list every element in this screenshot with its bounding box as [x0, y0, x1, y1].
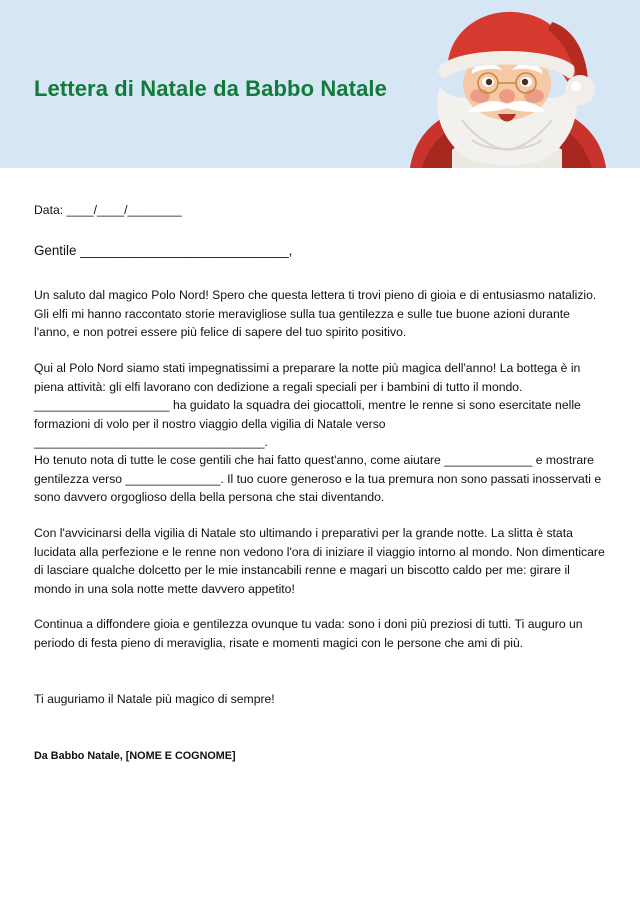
paragraph: Ho tenuto nota di tutte le cose gentili che hai fatto quest'anno, come aiutare _____________ e mostrare gentilezza verso ______________. Il tuo cuore generoso e la tua premura non sono passati inosservati e sono davvero orgoglioso della bella persona che stai diventando. [34, 453, 602, 504]
greeting-line: Gentile ____________________________, [34, 243, 293, 258]
santa-claus-icon [402, 0, 612, 168]
signature: Da Babbo Natale, [NOME E COGNOME] [34, 750, 236, 762]
paragraph: Con l'avvicinarsi della vigilia di Natale sto ultimando i preparativi per la grande notte. La slitta è stata lucidata alla perfezione e le renne non vedono l'ora di iniziare il viaggio intorno al mondo. Non dimenticare di lasciare qualche dolcetto per le mie instancabili renne e magari un biscotto caldo per me: girare il mondo in una sola notte mette davvero appetito! [34, 526, 605, 596]
paragraph: Un saluto dal magico Polo Nord! Spero che questa lettera ti trovi pieno di gioia e di entusiasmo natalizio. Gli elfi mi hanno raccontato storie meravigliose sulla tua gentilezza e sulle tue buone azioni durante l'anno, e non potrei essere più felice di sapere del tuo spirito positivo. [34, 288, 597, 339]
closing-line: Ti auguriamo il Natale più magico di sempre! [34, 692, 275, 706]
date-line: Data: ____/____/________ [34, 203, 182, 217]
paragraph: Continua a diffondere gioia e gentilezza ovunque tu vada: sono i doni più preziosi di tutti. Ti auguro un periodo di festa pieno di meraviglia, risate e momenti magici con le persone che ami di più. [34, 617, 583, 650]
page-title: Lettera di Natale da Babbo Natale [34, 76, 387, 101]
header-banner [0, 0, 640, 168]
paragraph: Qui al Polo Nord siamo stati impegnatissimi a preparare la notte più magica dell'anno! La bottega è in piena attività: gli elfi lavorano con dedizione a regali speciali per i bambini di tutto il mondo. ____________________ ha guidato la squadra dei giocattoli, mentre le renne si sono esercitate nelle formazioni di volo per il nostro viaggio della vigilia di Natale verso __________________________________. [34, 361, 581, 449]
